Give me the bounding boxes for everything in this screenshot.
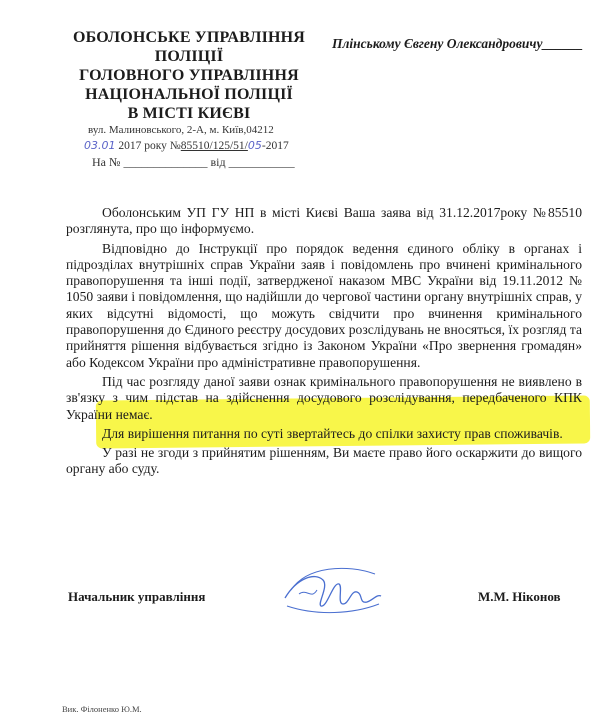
body-paragraph-highlighted: Під час розгляду даної заяви ознак кримінального правопорушення не виявлено в зв'язку з чим підстав на здійснення досудового розслідування, передбаченого КПК України немає. xyxy=(66,373,582,422)
handwritten-suffix: 05 xyxy=(247,139,262,152)
body-paragraph: У разі не згоди з прийнятим рішенням, Ви маєте право його оскаржити до вищого органу або суду. xyxy=(66,445,582,477)
executor-note: Вик. Філоненко Ю.М. xyxy=(62,704,142,714)
reg-number: 85510/125/51/ xyxy=(180,140,248,152)
reg-year-suffix: -2017 xyxy=(261,140,289,152)
ref-label: На № xyxy=(92,155,121,169)
reference-line: На № ______________ від ___________ xyxy=(92,155,295,169)
org-line-4: НАЦІОНАЛЬНОЇ ПОЛІЦІЇ xyxy=(85,86,293,103)
ref-from-label: від xyxy=(210,155,226,169)
registration-line xyxy=(84,139,289,152)
org-line-2: ПОЛІЦІЇ xyxy=(154,48,224,65)
reg-year-text: 2017 року № xyxy=(118,140,181,152)
handwritten-date: 03.01 xyxy=(84,139,116,152)
org-line-1: ОБОЛОНСЬКЕ УПРАВЛІННЯ xyxy=(72,29,306,46)
body-paragraph: Для вирішення питання по суті звертайтесь до спілки захисту прав споживачів. xyxy=(102,425,563,441)
body-paragraph: Оболонським УП ГУ НП в місті Києві Ваша заява від 31.12.2017року №85510 розглянута, про що інформуємо. xyxy=(66,205,582,237)
org-line-3: ГОЛОВНОГО УПРАВЛІННЯ xyxy=(79,67,299,84)
handwritten-signature xyxy=(277,560,387,620)
letter-body xyxy=(66,205,582,481)
signatory-title: Начальник управління xyxy=(68,589,206,604)
organization-header xyxy=(64,28,314,123)
signatory-name: М.М. Ніконов xyxy=(478,589,561,604)
org-line-5: В МІСТІ КИЄВІ xyxy=(127,105,251,122)
recipient-name: Плінському Євгену Олександровичу______ xyxy=(332,36,583,51)
org-address: вул. Малиновського, 2-А, м. Київ,04212 xyxy=(88,124,274,136)
body-paragraph: Відповідно до Інструкції про порядок ведення єдиного обліку в органах і підрозділах внутрішніх справ України заяв і повідомлень про вчинені кримінального правопорушення та інші події, затвердженої наказом МВС України від 19.11.2012 № 1050 заяви і повідомлення, що надійшли до чергової частини органу внутрішніх справ, у яких відсутні відомості, що можуть свідчити про вчинення кримінального правопорушення до Єдиного реєстру досудових розслідувань не вносяться, їх розгляд та прийняття рішення відбувається згідно із Законом України «Про звернення громадян» або Кодексом України про адміністративне правопорушення. xyxy=(66,240,582,370)
